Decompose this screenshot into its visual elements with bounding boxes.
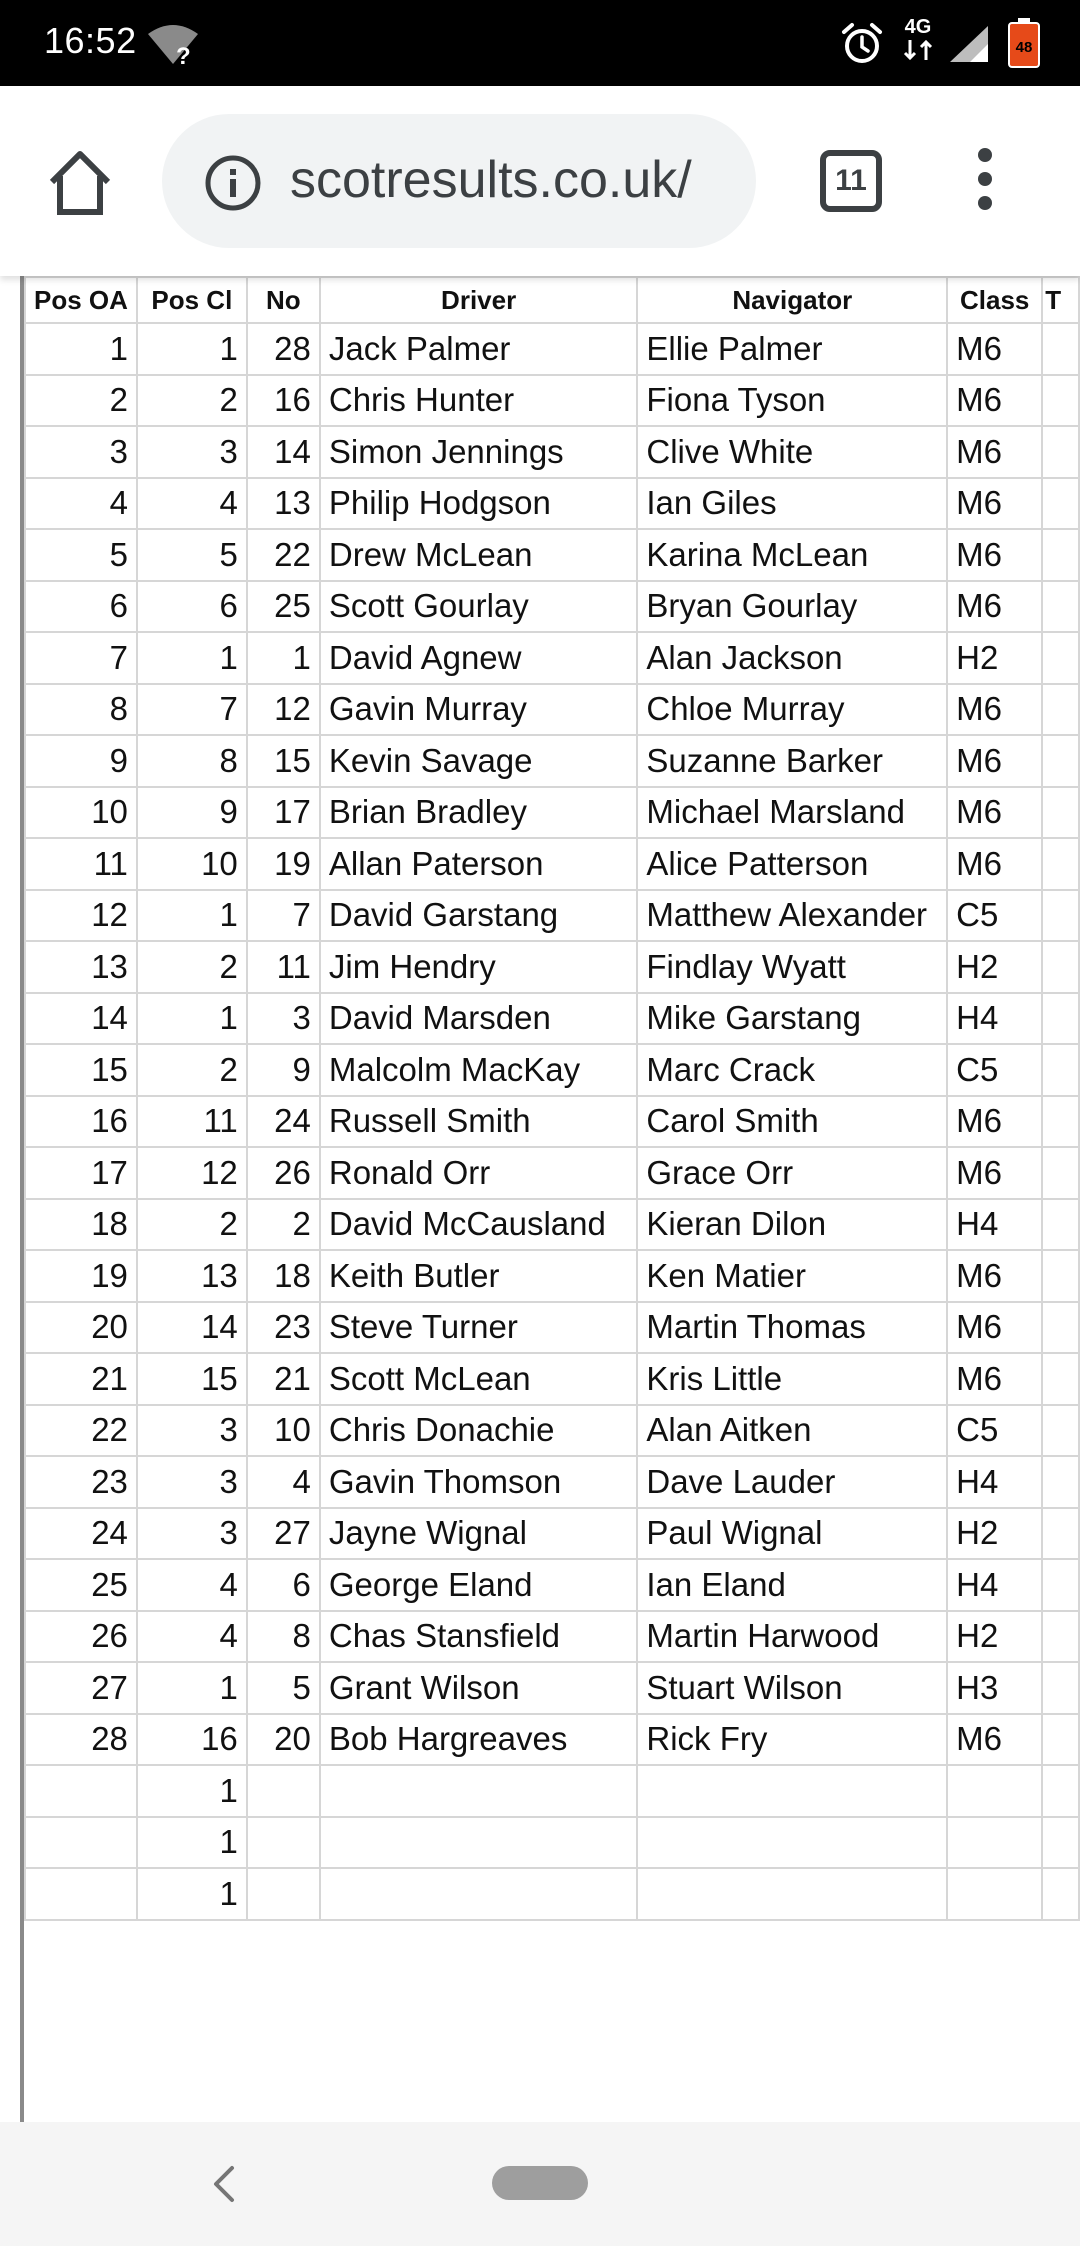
driver-cell: Gavin Thomson (320, 1456, 638, 1508)
pos-oa-cell (25, 1817, 137, 1869)
header-t: T (1042, 277, 1079, 323)
no-cell: 4 (247, 1456, 320, 1508)
pos-oa-cell (25, 1868, 137, 1920)
home-icon[interactable] (44, 148, 116, 216)
driver-cell (320, 1817, 638, 1869)
header-pos-oa: Pos OA (25, 277, 137, 323)
extra-cell (1042, 1405, 1079, 1457)
pos-oa-cell: 5 (25, 529, 137, 581)
pos-oa-cell: 13 (25, 941, 137, 993)
pos-cl-cell: 5 (137, 529, 247, 581)
class-cell: M6 (947, 581, 1042, 633)
table-row (25, 1765, 1079, 1817)
class-cell: M6 (947, 478, 1042, 530)
table-row (25, 1611, 1079, 1663)
navigator-cell: Kieran Dilon (637, 1199, 947, 1251)
more-menu-icon[interactable] (972, 148, 998, 218)
navigator-cell: Rick Fry (637, 1714, 947, 1766)
table-row (25, 787, 1079, 839)
class-cell (947, 1868, 1042, 1920)
driver-cell: Keith Butler (320, 1250, 638, 1302)
pos-oa-cell: 12 (25, 890, 137, 942)
no-cell: 14 (247, 426, 320, 478)
driver-cell: Gavin Murray (320, 684, 638, 736)
no-cell: 16 (247, 375, 320, 427)
no-cell: 8 (247, 1611, 320, 1663)
extra-cell (1042, 426, 1079, 478)
pos-cl-cell: 1 (137, 1817, 247, 1869)
no-cell: 1 (247, 632, 320, 684)
class-cell: H2 (947, 632, 1042, 684)
pos-oa-cell: 16 (25, 1096, 137, 1148)
extra-cell (1042, 684, 1079, 736)
no-cell: 3 (247, 993, 320, 1045)
pos-oa-cell: 15 (25, 1044, 137, 1096)
class-cell: H4 (947, 1559, 1042, 1611)
driver-cell: David Agnew (320, 632, 638, 684)
pos-oa-cell: 19 (25, 1250, 137, 1302)
no-cell: 7 (247, 890, 320, 942)
extra-cell (1042, 1662, 1079, 1714)
pos-cl-cell: 16 (137, 1714, 247, 1766)
pos-cl-cell: 9 (137, 787, 247, 839)
pos-cl-cell: 4 (137, 478, 247, 530)
pos-oa-cell: 2 (25, 375, 137, 427)
table-row (25, 529, 1079, 581)
driver-cell: Grant Wilson (320, 1662, 638, 1714)
class-cell: M6 (947, 529, 1042, 581)
pos-cl-cell: 6 (137, 581, 247, 633)
pos-oa-cell: 25 (25, 1559, 137, 1611)
no-cell: 20 (247, 1714, 320, 1766)
navigator-cell: Fiona Tyson (637, 375, 947, 427)
extra-cell (1042, 890, 1079, 942)
table-row (25, 1405, 1079, 1457)
table-row (25, 684, 1079, 736)
table-header-row (25, 277, 1079, 323)
table-body (25, 323, 1079, 1920)
table-row (25, 581, 1079, 633)
navigator-cell: Alan Jackson (637, 632, 947, 684)
class-cell: M6 (947, 1353, 1042, 1405)
pos-oa-cell: 23 (25, 1456, 137, 1508)
no-cell (247, 1817, 320, 1869)
navigator-cell: Alice Patterson (637, 838, 947, 890)
extra-cell (1042, 1250, 1079, 1302)
table-row (25, 890, 1079, 942)
pos-cl-cell: 14 (137, 1302, 247, 1354)
extra-cell (1042, 375, 1079, 427)
header-pos-cl: Pos Cl (137, 277, 247, 323)
info-icon[interactable] (204, 154, 262, 212)
extra-cell (1042, 632, 1079, 684)
driver-cell: David Garstang (320, 890, 638, 942)
class-cell: H2 (947, 1611, 1042, 1663)
pos-cl-cell: 1 (137, 1765, 247, 1817)
navigator-cell: Martin Thomas (637, 1302, 947, 1354)
pos-oa-cell: 9 (25, 735, 137, 787)
no-cell: 17 (247, 787, 320, 839)
class-cell: H3 (947, 1662, 1042, 1714)
class-cell: H4 (947, 1456, 1042, 1508)
class-cell: M6 (947, 1302, 1042, 1354)
pos-oa-cell: 7 (25, 632, 137, 684)
pos-cl-cell: 4 (137, 1611, 247, 1663)
pos-cl-cell: 2 (137, 375, 247, 427)
driver-cell: Scott Gourlay (320, 581, 638, 633)
extra-cell (1042, 581, 1079, 633)
navigator-cell: Carol Smith (637, 1096, 947, 1148)
driver-cell: Allan Paterson (320, 838, 638, 890)
driver-cell: Ronald Orr (320, 1147, 638, 1199)
navigator-cell: Alan Aitken (637, 1405, 947, 1457)
driver-cell: David McCausland (320, 1199, 638, 1251)
results-table (24, 276, 1080, 1921)
navigator-cell: Findlay Wyatt (637, 941, 947, 993)
pos-cl-cell: 7 (137, 684, 247, 736)
class-cell: M6 (947, 426, 1042, 478)
no-cell: 23 (247, 1302, 320, 1354)
driver-cell: Chris Donachie (320, 1405, 638, 1457)
pos-oa-cell: 21 (25, 1353, 137, 1405)
class-cell: M6 (947, 787, 1042, 839)
battery-icon (1008, 18, 1040, 68)
no-cell: 26 (247, 1147, 320, 1199)
pos-cl-cell: 11 (137, 1096, 247, 1148)
pos-oa-cell: 6 (25, 581, 137, 633)
table-row (25, 323, 1079, 375)
driver-cell (320, 1765, 638, 1817)
header-class: Class (947, 277, 1042, 323)
navigator-cell: Dave Lauder (637, 1456, 947, 1508)
pos-oa-cell: 10 (25, 787, 137, 839)
extra-cell (1042, 1044, 1079, 1096)
extra-cell (1042, 1868, 1079, 1920)
pos-oa-cell: 28 (25, 1714, 137, 1766)
driver-cell: Russell Smith (320, 1096, 638, 1148)
header-no: No (247, 277, 320, 323)
navigator-cell: Karina McLean (637, 529, 947, 581)
pos-cl-cell: 3 (137, 1405, 247, 1457)
table-row (25, 426, 1079, 478)
extra-cell (1042, 1096, 1079, 1148)
extra-cell (1042, 735, 1079, 787)
extra-cell (1042, 1199, 1079, 1251)
driver-cell: Simon Jennings (320, 426, 638, 478)
driver-cell: Malcolm MacKay (320, 1044, 638, 1096)
no-cell: 24 (247, 1096, 320, 1148)
table-row (25, 375, 1079, 427)
navigator-cell: Martin Harwood (637, 1611, 947, 1663)
network-4g-icon (898, 16, 938, 66)
pos-oa-cell: 18 (25, 1199, 137, 1251)
url-bar[interactable] (162, 114, 756, 248)
extra-cell (1042, 1611, 1079, 1663)
no-cell: 19 (247, 838, 320, 890)
navigator-cell: Stuart Wilson (637, 1662, 947, 1714)
class-cell: H4 (947, 1199, 1042, 1251)
class-cell: M6 (947, 1250, 1042, 1302)
pos-oa-cell: 20 (25, 1302, 137, 1354)
table-row (25, 1559, 1079, 1611)
pos-cl-cell: 1 (137, 323, 247, 375)
pos-oa-cell (25, 1765, 137, 1817)
class-cell: H2 (947, 941, 1042, 993)
pos-cl-cell: 3 (137, 1456, 247, 1508)
pos-oa-cell: 8 (25, 684, 137, 736)
header-navigator: Navigator (637, 277, 947, 323)
class-cell: M6 (947, 1714, 1042, 1766)
pos-cl-cell: 3 (137, 426, 247, 478)
class-cell (947, 1765, 1042, 1817)
pos-cl-cell: 1 (137, 632, 247, 684)
status-icons (780, 0, 1080, 86)
extra-cell (1042, 1147, 1079, 1199)
pos-cl-cell: 1 (137, 890, 247, 942)
pos-cl-cell: 15 (137, 1353, 247, 1405)
pos-cl-cell: 2 (137, 1199, 247, 1251)
pos-oa-cell: 4 (25, 478, 137, 530)
extra-cell (1042, 941, 1079, 993)
network-label: 4G (904, 16, 932, 38)
extra-cell (1042, 1456, 1079, 1508)
class-cell: M6 (947, 375, 1042, 427)
navigator-cell (637, 1817, 947, 1869)
table-row (25, 1044, 1079, 1096)
driver-cell: Steve Turner (320, 1302, 638, 1354)
class-cell: M6 (947, 323, 1042, 375)
navigator-cell: Bryan Gourlay (637, 581, 947, 633)
class-cell: M6 (947, 1096, 1042, 1148)
class-cell: H2 (947, 1508, 1042, 1560)
table-row (25, 478, 1079, 530)
driver-cell: Chas Stansfield (320, 1611, 638, 1663)
class-cell: C5 (947, 1044, 1042, 1096)
table-row (25, 1147, 1079, 1199)
extra-cell (1042, 529, 1079, 581)
table-row (25, 632, 1079, 684)
navigator-cell: Ken Matier (637, 1250, 947, 1302)
driver-cell: Bob Hargreaves (320, 1714, 638, 1766)
no-cell: 11 (247, 941, 320, 993)
table-row (25, 1250, 1079, 1302)
class-cell: M6 (947, 1147, 1042, 1199)
navigator-cell: Matthew Alexander (637, 890, 947, 942)
pos-oa-cell: 22 (25, 1405, 137, 1457)
class-cell (947, 1817, 1042, 1869)
pos-oa-cell: 24 (25, 1508, 137, 1560)
no-cell: 12 (247, 684, 320, 736)
table-row (25, 1508, 1079, 1560)
navigator-cell: Chloe Murray (637, 684, 947, 736)
no-cell: 27 (247, 1508, 320, 1560)
extra-cell (1042, 1817, 1079, 1869)
class-cell: M6 (947, 684, 1042, 736)
no-cell: 6 (247, 1559, 320, 1611)
class-cell: C5 (947, 1405, 1042, 1457)
table-row (25, 1662, 1079, 1714)
pos-oa-cell: 1 (25, 323, 137, 375)
no-cell: 28 (247, 323, 320, 375)
pos-oa-cell: 27 (25, 1662, 137, 1714)
navigator-cell: Grace Orr (637, 1147, 947, 1199)
table-row (25, 1302, 1079, 1354)
pos-oa-cell: 11 (25, 838, 137, 890)
navigator-cell: Michael Marsland (637, 787, 947, 839)
extra-cell (1042, 1353, 1079, 1405)
no-cell: 18 (247, 1250, 320, 1302)
pos-cl-cell: 1 (137, 1662, 247, 1714)
no-cell (247, 1868, 320, 1920)
table-row (25, 1817, 1079, 1869)
extra-cell (1042, 1559, 1079, 1611)
driver-cell: Kevin Savage (320, 735, 638, 787)
extra-cell (1042, 323, 1079, 375)
pos-cl-cell: 10 (137, 838, 247, 890)
pos-oa-cell: 3 (25, 426, 137, 478)
extra-cell (1042, 478, 1079, 530)
signal-icon (948, 24, 990, 64)
pos-cl-cell: 12 (137, 1147, 247, 1199)
no-cell: 2 (247, 1199, 320, 1251)
wifi-icon (146, 22, 200, 66)
status-time: 16:52 (44, 20, 137, 61)
navigator-cell (637, 1765, 947, 1817)
table-row (25, 838, 1079, 890)
no-cell: 15 (247, 735, 320, 787)
driver-cell: Scott McLean (320, 1353, 638, 1405)
pos-cl-cell: 8 (137, 735, 247, 787)
table-row (25, 1456, 1079, 1508)
tabs-icon[interactable]: 11 (820, 150, 882, 212)
extra-cell (1042, 1508, 1079, 1560)
url-text[interactable]: scotresults.co.uk/ (290, 151, 692, 209)
no-cell: 21 (247, 1353, 320, 1405)
extra-cell (1042, 1765, 1079, 1817)
pos-oa-cell: 17 (25, 1147, 137, 1199)
no-cell: 13 (247, 478, 320, 530)
table-row (25, 1096, 1079, 1148)
navigator-cell: Ian Eland (637, 1559, 947, 1611)
navigator-cell: Mike Garstang (637, 993, 947, 1045)
driver-cell: Brian Bradley (320, 787, 638, 839)
extra-cell (1042, 1714, 1079, 1766)
navigator-cell (637, 1868, 947, 1920)
table-row (25, 941, 1079, 993)
navigator-cell: Marc Crack (637, 1044, 947, 1096)
pos-cl-cell: 4 (137, 1559, 247, 1611)
system-nav-bar (0, 2122, 1080, 2246)
pos-cl-cell: 13 (137, 1250, 247, 1302)
extra-cell (1042, 787, 1079, 839)
home-pill-icon[interactable] (492, 2166, 588, 2200)
table-row (25, 993, 1079, 1045)
pos-cl-cell: 2 (137, 1044, 247, 1096)
battery-level: 48 (1015, 39, 1033, 56)
extra-cell (1042, 993, 1079, 1045)
class-cell: M6 (947, 735, 1042, 787)
pos-cl-cell: 2 (137, 941, 247, 993)
navigator-cell: Paul Wignal (637, 1508, 947, 1560)
table-row (25, 1714, 1079, 1766)
class-cell: M6 (947, 838, 1042, 890)
no-cell: 9 (247, 1044, 320, 1096)
browser-toolbar (0, 86, 1080, 276)
table-row (25, 1868, 1079, 1920)
table-row (25, 735, 1079, 787)
driver-cell: Philip Hodgson (320, 478, 638, 530)
extra-cell (1042, 1302, 1079, 1354)
driver-cell: Jack Palmer (320, 323, 638, 375)
table-row (25, 1199, 1079, 1251)
pos-oa-cell: 14 (25, 993, 137, 1045)
pos-cl-cell: 1 (137, 1868, 247, 1920)
status-bar (0, 0, 1080, 86)
driver-cell: Chris Hunter (320, 375, 638, 427)
pos-oa-cell: 26 (25, 1611, 137, 1663)
class-cell: H4 (947, 993, 1042, 1045)
navigator-cell: Kris Little (637, 1353, 947, 1405)
no-cell: 22 (247, 529, 320, 581)
page-content (0, 276, 1080, 2122)
navigator-cell: Clive White (637, 426, 947, 478)
navigator-cell: Ian Giles (637, 478, 947, 530)
driver-cell: Jayne Wignal (320, 1508, 638, 1560)
driver-cell: Drew McLean (320, 529, 638, 581)
no-cell: 5 (247, 1662, 320, 1714)
no-cell (247, 1765, 320, 1817)
navigator-cell: Suzanne Barker (637, 735, 947, 787)
back-icon[interactable] (208, 2162, 240, 2206)
class-cell: C5 (947, 890, 1042, 942)
pos-cl-cell: 3 (137, 1508, 247, 1560)
driver-cell: George Eland (320, 1559, 638, 1611)
pos-cl-cell: 1 (137, 993, 247, 1045)
extra-cell (1042, 838, 1079, 890)
wifi-question: ? (176, 43, 191, 66)
no-cell: 10 (247, 1405, 320, 1457)
alarm-icon (840, 22, 884, 66)
navigator-cell: Ellie Palmer (637, 323, 947, 375)
table-row (25, 1353, 1079, 1405)
no-cell: 25 (247, 581, 320, 633)
driver-cell: Jim Hendry (320, 941, 638, 993)
driver-cell (320, 1868, 638, 1920)
driver-cell: David Marsden (320, 993, 638, 1045)
header-driver: Driver (320, 277, 638, 323)
